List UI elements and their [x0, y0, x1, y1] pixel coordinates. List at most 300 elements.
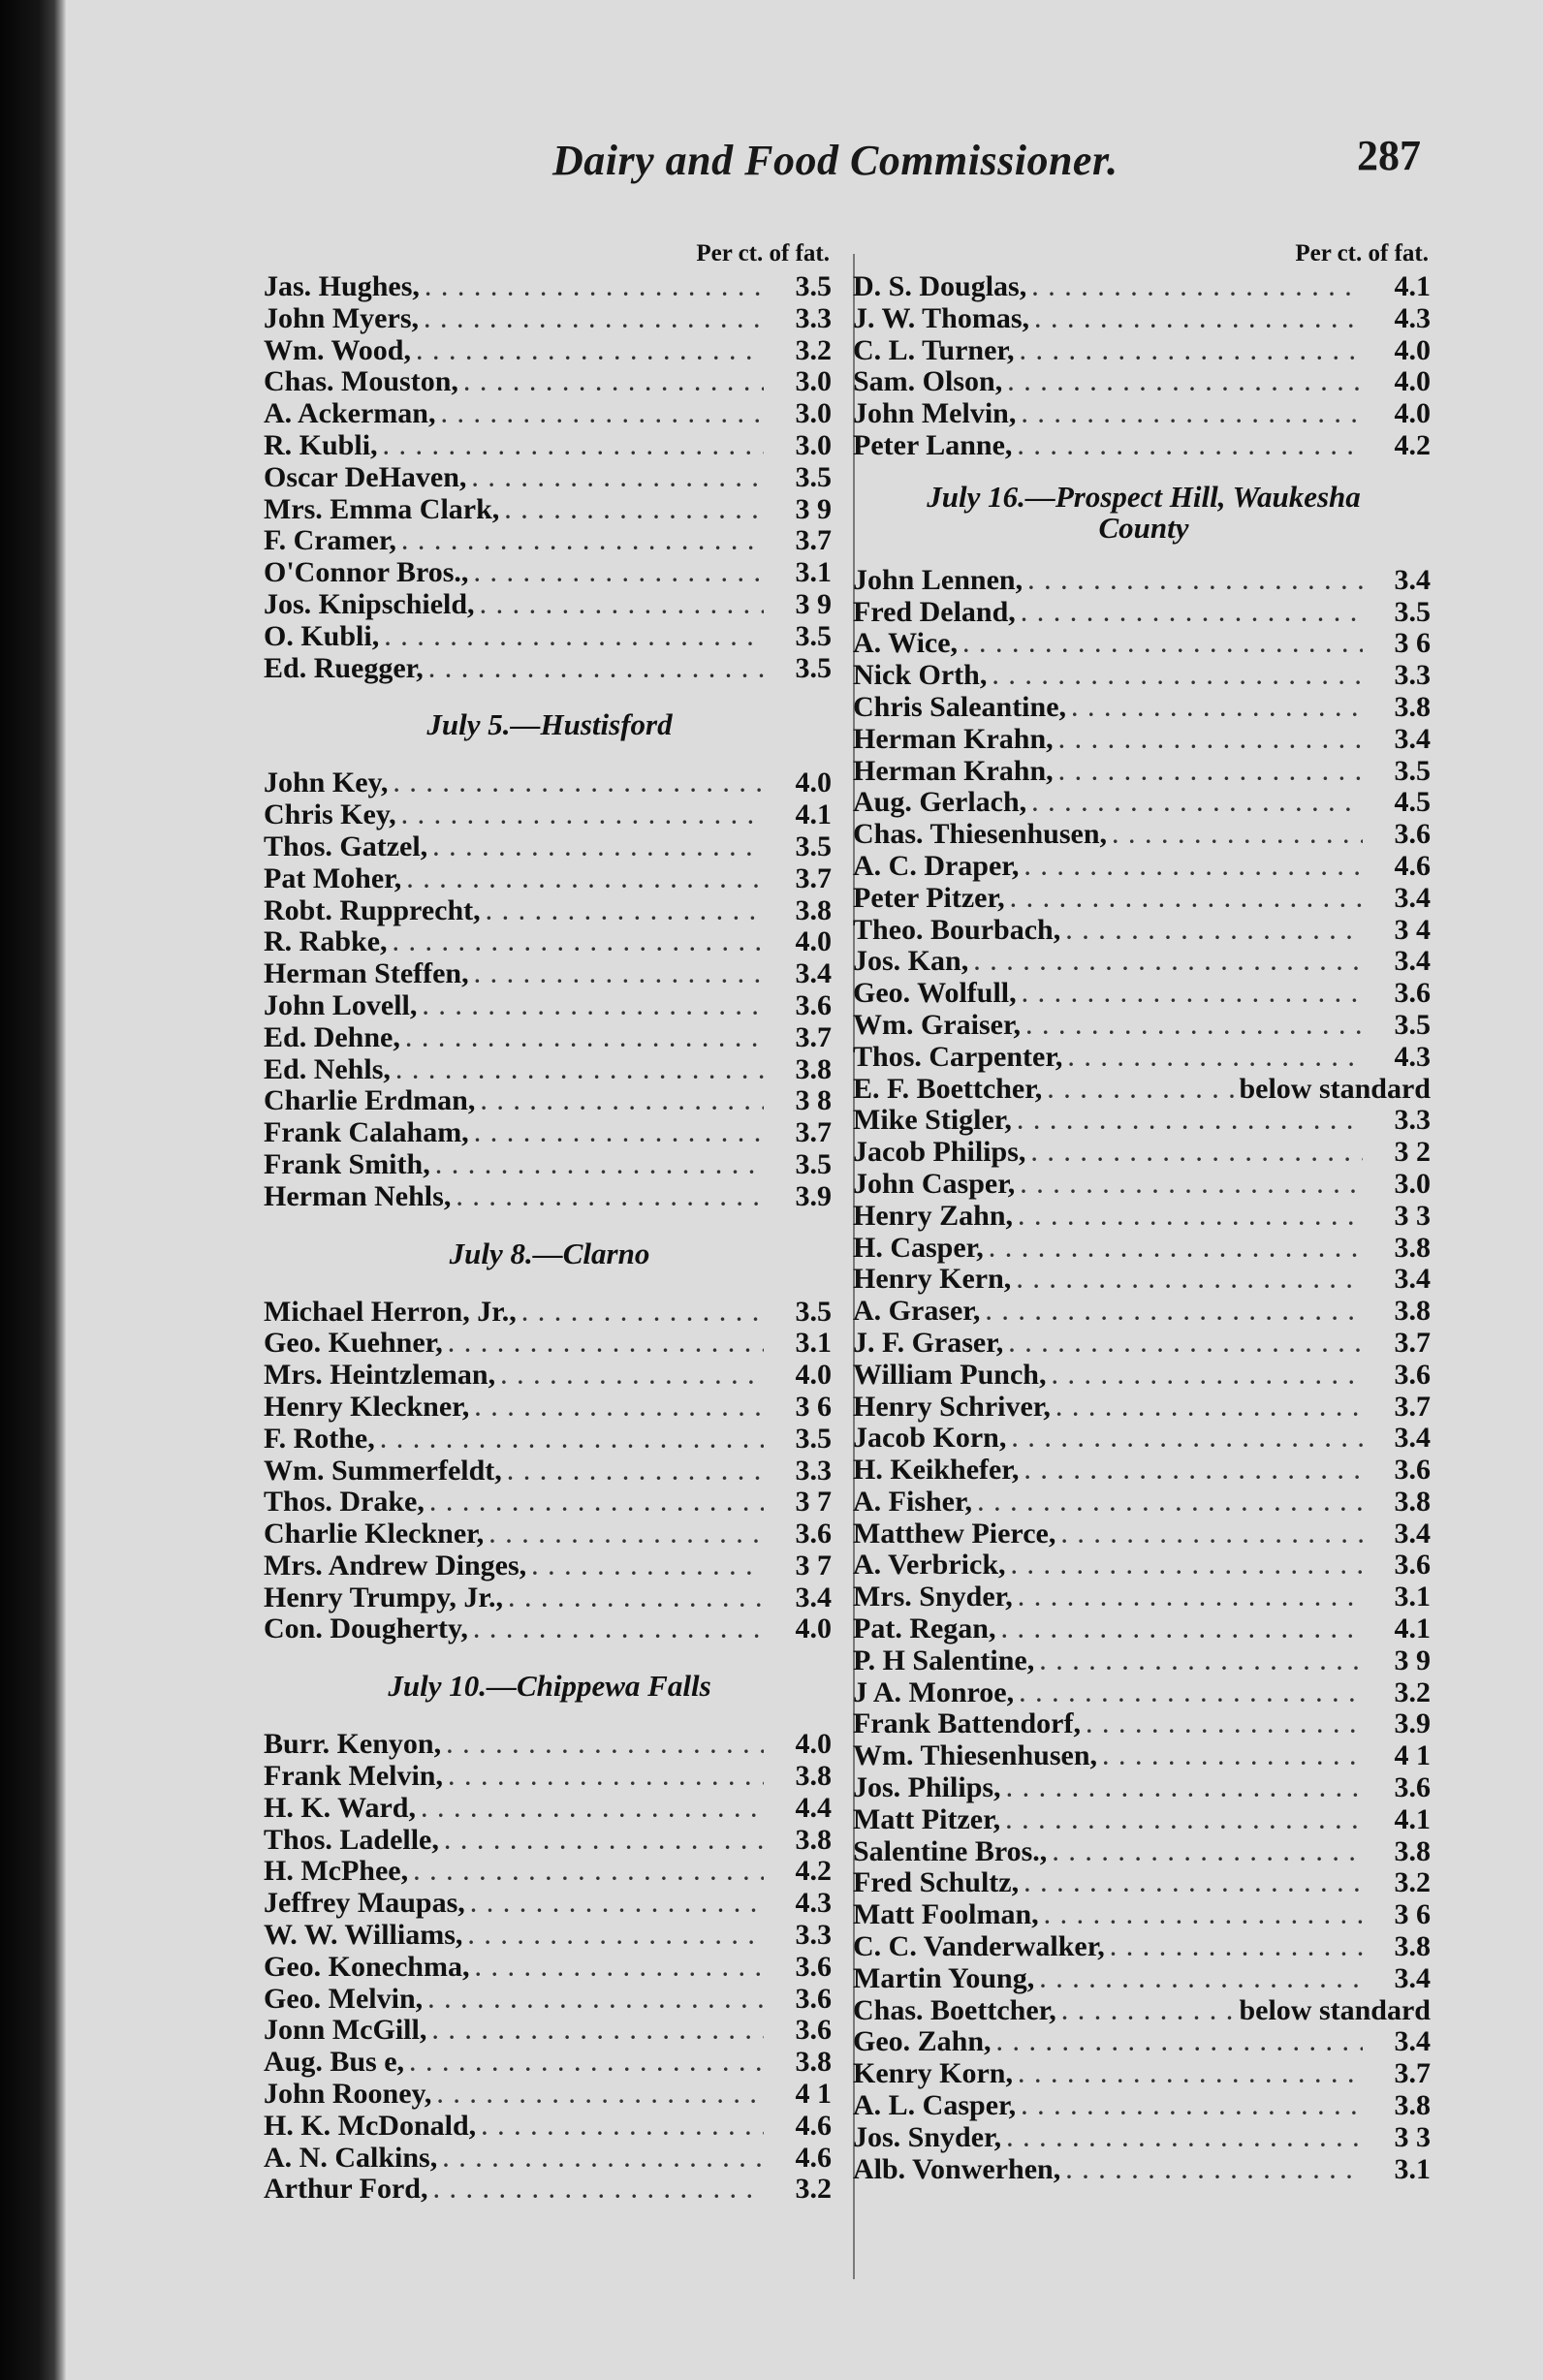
dot-leader [1081, 1710, 1363, 1740]
entry-row [853, 1836, 1434, 1868]
fat-percentage: 3.3 [795, 1455, 832, 1487]
dot-leader [1014, 1679, 1363, 1709]
entry-row [853, 2122, 1434, 2154]
fat-percentage: 3.6 [795, 1951, 832, 1983]
entry-name: A. C. Draper, [853, 850, 1020, 882]
fat-percentage: 3.3 [795, 1920, 832, 1952]
fat-percentage: 3.2 [795, 2174, 832, 2206]
entry-name: John Lennen, [853, 564, 1023, 596]
fat-percentage: 3.8 [795, 2047, 832, 2079]
entry-row [853, 2058, 1434, 2090]
dot-leader [1025, 1139, 1363, 1169]
dot-leader [435, 400, 764, 430]
entry-row [264, 621, 835, 653]
fat-percentage: 4.0 [795, 1729, 832, 1761]
section-heading: July 10.—Chippewa Falls [388, 1669, 711, 1704]
fat-percentage: 4.1 [795, 799, 832, 831]
fat-percentage: 3.9 [795, 1180, 832, 1212]
entry-row [264, 557, 835, 589]
fat-percentage: 4.1 [1394, 271, 1431, 302]
dot-leader [1042, 1076, 1239, 1106]
entry-row [853, 1867, 1434, 1899]
dot-leader [1034, 1965, 1363, 1995]
entry-name: Nick Orth, [853, 660, 988, 692]
fat-percentage: 3.5 [795, 1296, 832, 1328]
fat-percentage: 3.8 [1394, 1232, 1431, 1264]
dot-leader [1026, 789, 1363, 819]
dot-leader [1060, 2156, 1363, 2186]
entry-name: D. S. Douglas, [853, 271, 1027, 302]
entry-name: Jacob Philips, [853, 1137, 1026, 1169]
entry-row [853, 2154, 1434, 2186]
fat-percentage: 3.8 [795, 1761, 832, 1793]
entry-row [264, 2143, 835, 2175]
dot-leader [502, 1457, 764, 1488]
dot-leader [495, 1362, 764, 1392]
entry-name: Frank Calaham, [264, 1117, 469, 1149]
entry-row [264, 2047, 835, 2079]
entry-row [264, 990, 835, 1022]
entry-name: Charlie Kleckner, [264, 1519, 485, 1550]
dot-leader [1054, 726, 1363, 756]
entry-row [853, 1645, 1434, 1677]
dot-leader [391, 1056, 764, 1086]
dot-leader [475, 591, 764, 621]
dot-leader [1105, 1933, 1363, 1963]
dot-leader [1006, 1551, 1364, 1581]
entry-row [853, 271, 1434, 303]
fat-percentage: 3.6 [795, 1519, 832, 1550]
entry-row [853, 1201, 1434, 1233]
fat-percentage: 4.0 [795, 1613, 832, 1645]
entry-name: Herman Krahn, [853, 755, 1054, 787]
entry-name: Ed. Dehne, [264, 1021, 400, 1053]
entry-name: E. F. Boettcher, [853, 1073, 1043, 1105]
entry-name: Con. Dougherty, [264, 1613, 468, 1645]
dot-leader [465, 1890, 764, 1920]
entry-name: Ed. Ruegger, [264, 652, 424, 684]
entry-row [264, 926, 835, 958]
dot-leader [968, 948, 1363, 978]
entry-name: H. Casper, [853, 1232, 984, 1264]
dot-leader [375, 1425, 764, 1456]
fat-percentage: 3.4 [1394, 723, 1431, 755]
entry-name: Jacob Korn, [853, 1423, 1007, 1455]
entry-row [264, 1856, 835, 1888]
entry-row [853, 597, 1434, 629]
entry-row [853, 978, 1434, 1010]
entry-row [264, 1085, 835, 1117]
entry-row [264, 335, 835, 367]
fat-percentage: 3 6 [795, 1391, 832, 1423]
dot-leader [469, 1394, 764, 1424]
fat-percentage: 4.2 [1394, 429, 1431, 461]
column-header: Per ct. of fat. [1295, 240, 1429, 266]
dot-leader [424, 655, 764, 685]
fat-percentage: 3.2 [1394, 1676, 1431, 1708]
entry-row [853, 1740, 1434, 1772]
entry-row [853, 366, 1434, 398]
entry-row [853, 1328, 1434, 1360]
fat-percentage: 4.3 [1394, 1041, 1431, 1073]
dot-leader [1002, 368, 1363, 398]
section-heading: July 8.—Clarno [449, 1236, 650, 1270]
entry-row [853, 1519, 1434, 1550]
dot-leader [420, 273, 764, 303]
fat-percentage: 4 1 [1394, 1740, 1431, 1772]
entry-row [853, 1169, 1434, 1201]
entry-name: Charlie Erdman, [264, 1085, 476, 1117]
dot-leader [466, 464, 764, 494]
entry-name: J. F. Graser, [853, 1327, 1004, 1359]
fat-percentage: 4.3 [795, 1888, 832, 1920]
entry-row [264, 1022, 835, 1054]
fat-percentage: 3 3 [1394, 2121, 1431, 2153]
fat-percentage: 3.8 [1394, 691, 1431, 723]
dot-leader [416, 1795, 764, 1825]
dot-leader [388, 769, 764, 799]
fat-percentage: 3.5 [795, 620, 832, 652]
dot-leader [972, 1488, 1363, 1519]
dot-leader [401, 865, 764, 895]
entry-name: F. Cramer, [264, 525, 396, 557]
fat-percentage: 3 6 [1394, 1899, 1431, 1931]
dot-leader [1047, 1838, 1363, 1868]
entry-name: Jos. Knipschield, [264, 588, 475, 620]
entry-name: Oscar DeHaven, [264, 461, 467, 493]
dot-leader [1000, 1806, 1363, 1836]
entry-name: Herman Nehls, [264, 1180, 452, 1212]
dot-leader [443, 1763, 764, 1793]
entry-row [853, 398, 1434, 430]
entry-name: F. Rothe, [264, 1423, 375, 1455]
fat-percentage: 3.5 [1394, 755, 1431, 787]
dot-leader [1062, 1044, 1363, 1074]
entry-row [264, 366, 835, 398]
entry-name: A. N. Calkins, [264, 2142, 438, 2174]
dot-leader [1013, 1203, 1363, 1233]
entry-name: Jas. Hughes, [264, 271, 420, 302]
entry-name: A. Graser, [853, 1296, 981, 1328]
entry-name: H. Keikhefer, [853, 1455, 1020, 1487]
fat-percentage: 3.7 [795, 1021, 832, 1053]
dot-leader [437, 2145, 764, 2175]
entry-row [853, 1581, 1434, 1613]
entry-name: Jonn McGill, [264, 2015, 427, 2047]
entry-row [853, 1487, 1434, 1519]
fat-percentage: 3.9 [1394, 1708, 1431, 1740]
fat-percentage: 4.0 [795, 1360, 832, 1392]
fat-percentage: 3.2 [1394, 1867, 1431, 1899]
entry-name: Theo. Bourbach, [853, 914, 1061, 946]
entry-row [264, 1392, 835, 1424]
entry-name: Henry Zahn, [853, 1200, 1014, 1232]
entry-name: John Key, [264, 767, 389, 799]
entry-name: John Rooney, [264, 2079, 432, 2111]
entry-row [853, 1010, 1434, 1042]
dot-leader [958, 630, 1363, 660]
dot-leader [388, 928, 764, 958]
fat-percentage: 3.5 [1394, 596, 1431, 628]
entry-name: A. Ackerman, [264, 398, 436, 430]
entry-name: Martin Young, [853, 1962, 1035, 1994]
fat-percentage: 3.7 [1394, 1327, 1431, 1359]
dot-leader [1011, 1266, 1363, 1296]
fat-percentage: 3.2 [795, 334, 832, 366]
entry-row [853, 787, 1434, 819]
entry-name: Geo. Kuehner, [264, 1328, 443, 1360]
entry-name: Frank Battendorf, [853, 1708, 1081, 1740]
entry-name: Thos. Gatzel, [264, 830, 428, 862]
fat-percentage: 4.2 [795, 1856, 832, 1888]
entry-row [853, 883, 1434, 915]
entry-row [264, 1582, 835, 1614]
fat-percentage: 3.4 [1394, 882, 1431, 914]
dot-leader [1055, 1520, 1363, 1550]
dot-leader [1051, 1394, 1363, 1424]
fat-percentage: 4.3 [1394, 302, 1431, 334]
fat-percentage: 3.0 [795, 398, 832, 430]
fat-percentage: 3.7 [795, 862, 832, 894]
entry-row [264, 895, 835, 927]
fat-percentage: 3.8 [1394, 2090, 1431, 2122]
dot-leader [995, 1615, 1363, 1645]
dot-leader [441, 1731, 764, 1761]
running-header-title: Dairy and Food Commissioner. [552, 137, 1118, 184]
dot-leader [419, 305, 764, 335]
dot-leader [526, 1552, 764, 1582]
entry-row [264, 2079, 835, 2111]
entry-row [853, 1708, 1434, 1740]
dot-leader [468, 1615, 764, 1645]
fat-percentage: 3.1 [1394, 2153, 1431, 2185]
fat-percentage: 3.8 [1394, 1486, 1431, 1518]
entry-name: C. C. Vanderwalker, [853, 1931, 1105, 1963]
left-column [264, 240, 835, 2206]
dot-leader [400, 1024, 764, 1054]
fat-percentage: 3.4 [1394, 564, 1431, 596]
fat-percentage: 4.0 [1394, 398, 1431, 430]
dot-leader [1056, 1997, 1240, 2027]
fat-percentage: 3 4 [1394, 914, 1431, 946]
dot-leader [1039, 1901, 1363, 1931]
entry-name: Sam. Olson, [853, 366, 1003, 398]
entry-row [264, 1793, 835, 1825]
entry-name: Geo. Zahn, [853, 2026, 992, 2058]
dot-leader [468, 559, 764, 589]
entry-row [264, 1952, 835, 1984]
fat-percentage: 3.8 [1394, 1931, 1431, 1963]
dot-leader [469, 1119, 764, 1149]
entry-row [264, 271, 835, 303]
dot-leader [1019, 1869, 1363, 1899]
entry-row [853, 1105, 1434, 1137]
entry-name: J. W. Thomas, [853, 302, 1030, 334]
fat-percentage: 3.4 [795, 1581, 832, 1613]
fat-percentage: 3.6 [1394, 978, 1431, 1010]
entry-name: Peter Pitzer, [853, 882, 1005, 914]
fat-percentage: 3.4 [1394, 1518, 1431, 1550]
entry-row [853, 692, 1434, 724]
dot-leader [426, 2017, 764, 2047]
entry-name: Frank Smith, [264, 1148, 430, 1180]
fat-percentage: 4.0 [1394, 366, 1431, 398]
entry-row [853, 946, 1434, 978]
entry-name: Mrs. Snyder, [853, 1581, 1013, 1613]
entry-row [853, 660, 1434, 692]
fat-percentage: 3.5 [1394, 1009, 1431, 1041]
dot-leader [484, 1520, 764, 1550]
fat-percentage: 3.1 [1394, 1581, 1431, 1613]
entry-name: Chas. Mouston, [264, 366, 458, 398]
dot-leader [1016, 400, 1363, 430]
entry-row [853, 1550, 1434, 1581]
entry-name: A. Verbrick, [853, 1550, 1006, 1581]
fat-percentage: 3 9 [1394, 1644, 1431, 1676]
dot-leader [517, 1299, 764, 1329]
entry-name: O'Connor Bros., [264, 557, 469, 589]
entry-name: Jos. Philips, [853, 1772, 1001, 1804]
entry-name: Chas. Thiesenhusen, [853, 819, 1108, 851]
entry-name: Aug. Bus e, [264, 2047, 405, 2079]
entry-name: A. Wice, [853, 628, 959, 660]
entry-row [264, 1328, 835, 1360]
dot-leader [427, 2176, 764, 2206]
dot-leader [469, 960, 764, 990]
entry-name: Henry Kern, [853, 1264, 1012, 1296]
column-header: Per ct. of fat. [696, 240, 830, 266]
dot-leader [992, 2028, 1363, 2058]
fat-percentage: 4 1 [795, 2079, 832, 2111]
entry-row [853, 756, 1434, 788]
entry-name: J A. Monroe, [853, 1676, 1015, 1708]
entry-row [264, 1054, 835, 1086]
entry-row [264, 1920, 835, 1952]
fat-percentage: 3.4 [1394, 1962, 1431, 1994]
dot-leader [1016, 2092, 1363, 2122]
dot-leader [1021, 1012, 1363, 1042]
entry-row [853, 430, 1434, 462]
entry-name: John Melvin, [853, 398, 1017, 430]
entry-row [264, 2111, 835, 2143]
entry-name: Pat Moher, [264, 862, 402, 894]
dot-leader [1003, 1330, 1363, 1360]
dot-leader [1023, 567, 1363, 597]
dot-leader [458, 368, 764, 398]
dot-leader [503, 1584, 764, 1614]
dot-leader [411, 337, 764, 367]
fat-percentage: 4.5 [1394, 787, 1431, 819]
entry-name: John Casper, [853, 1168, 1016, 1200]
entry-row [264, 1550, 835, 1582]
entry-row [853, 1613, 1434, 1645]
fat-percentage: 4.0 [795, 767, 832, 799]
entry-row [853, 724, 1434, 756]
entry-name: Thos. Drake, [264, 1487, 425, 1519]
entry-row [264, 1761, 835, 1793]
entry-name: Ed. Nehls, [264, 1053, 391, 1085]
entry-row [264, 767, 835, 799]
entry-name: Henry Trumpy, Jr., [264, 1581, 503, 1613]
fat-percentage: 3.4 [1394, 946, 1431, 978]
dot-leader [1097, 1742, 1363, 1772]
fat-percentage: 3.8 [1394, 1296, 1431, 1328]
entry-row [853, 819, 1434, 851]
entry-row [853, 1899, 1434, 1931]
entry-row [853, 2090, 1434, 2122]
fat-percentage: 3.6 [1394, 1359, 1431, 1391]
fat-percentage: 3.5 [795, 461, 832, 493]
fat-percentage: 3.7 [1394, 2058, 1431, 2090]
fat-percentage: 3.8 [795, 1053, 832, 1085]
fat-percentage: 4.6 [1394, 850, 1431, 882]
entry-row [264, 1360, 835, 1392]
entry-name: Herman Krahn, [853, 723, 1054, 755]
dot-leader [1014, 337, 1363, 367]
entry-name: Geo. Melvin, [264, 1983, 424, 2015]
entry-name: P. H Salentine, [853, 1644, 1035, 1676]
fat-percentage: 3.7 [795, 525, 832, 557]
entry-name: Michael Herron, Jr., [264, 1296, 517, 1328]
entry-name: O. Kubli, [264, 620, 380, 652]
entry-row [853, 1804, 1434, 1836]
dot-leader [476, 2113, 764, 2143]
dot-leader [469, 1954, 764, 1984]
entry-row [264, 1181, 835, 1213]
entry-name: H. K. Ward, [264, 1792, 416, 1824]
entry-name: William Punch, [853, 1359, 1047, 1391]
dot-leader [1015, 1171, 1363, 1201]
fat-percentage: 3.6 [1394, 1772, 1431, 1804]
entry-row [853, 1995, 1434, 2027]
dot-leader [1034, 1647, 1363, 1677]
fat-percentage: 3.8 [1394, 1835, 1431, 1867]
dot-leader [1066, 694, 1363, 724]
entry-row [264, 1519, 835, 1550]
page-number: 287 [1357, 132, 1421, 179]
entry-name: W. W. Williams, [264, 1920, 463, 1952]
entry-row [853, 1296, 1434, 1328]
fat-percentage: 3.3 [1394, 1105, 1431, 1137]
entry-row [853, 1455, 1434, 1487]
entry-row [264, 831, 835, 863]
fat-percentage: 3 9 [795, 493, 832, 525]
entry-row [853, 1963, 1434, 1995]
fat-percentage: 3.5 [795, 652, 832, 684]
dot-leader [396, 801, 764, 831]
fat-percentage: 3.8 [795, 894, 832, 926]
fat-percentage: 3.5 [795, 1423, 832, 1455]
entry-name: Aug. Gerlach, [853, 787, 1027, 819]
fat-percentage: 3 2 [1394, 1137, 1431, 1169]
dot-leader [1019, 1456, 1363, 1487]
entry-name: Fred Schultz, [853, 1867, 1020, 1899]
dot-leader [379, 623, 764, 653]
dot-leader [1029, 305, 1363, 335]
dot-leader [462, 1922, 764, 1952]
entry-row [264, 2015, 835, 2047]
entry-name: R. Kubli, [264, 429, 378, 461]
entry-row [264, 1729, 835, 1761]
entry-row [264, 1117, 835, 1149]
entry-row [264, 494, 835, 526]
dot-leader [439, 1827, 764, 1857]
right-column [853, 240, 1434, 2185]
fat-percentage: 4.0 [1394, 334, 1431, 366]
fat-percentage: 3.1 [795, 1328, 832, 1360]
entry-name: Henry Schriver, [853, 1391, 1051, 1423]
fat-percentage: 3.3 [795, 302, 832, 334]
